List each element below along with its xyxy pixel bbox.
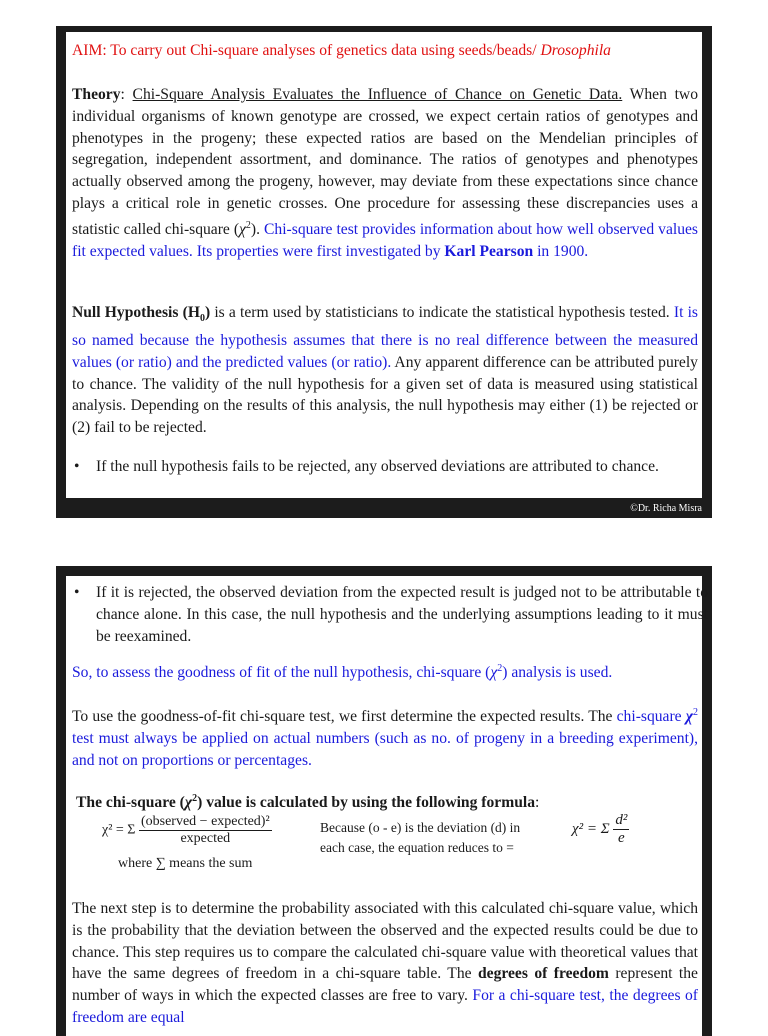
null-close: )	[204, 304, 211, 321]
copyright: ©Dr. Richa Misra	[630, 503, 702, 514]
use-blue-b: test must always be applied on actual numbers (such as no. of progeny in a breeding experiment), and not on proportions or percentages.	[72, 729, 698, 769]
chi-sup: 2	[245, 219, 251, 231]
formula-1-lhs: χ² = Σ	[102, 822, 136, 838]
null-text-blue: It is so named because the hypothesis assumes that there is no real difference between the measured values (or ratio) and the predicted values (or ratio).	[72, 304, 698, 371]
null-text-b: Any apparent difference can be attributed purely to chance. The validity of the null hypothesis for a given set of data is measured using statistical analysis. Depending on the results of this analysis, the null hypothesis may either (1) be rejected or (2) fail to be rejected.	[72, 353, 698, 437]
formula-2-lhs: χ² = Σ	[572, 821, 610, 837]
formula-because: Because (o - e) is the deviation (d) in each case, the equation reduces to =	[320, 820, 521, 855]
chi-symbol: χ	[239, 220, 246, 238]
formula-1	[102, 814, 272, 847]
null-hypothesis-paragraph	[72, 302, 698, 439]
next-text-a: The next step is to determine the probability associated with this calculated chi-square value, which is the probability that the deviation between the observed and the expected results could be due to chance. This step requires us to compare the calculated chi-square value with theoretical values that have the same degrees of freedom in a chi-square table. The	[72, 900, 698, 983]
theory-title: Chi-Square Analysis Evaluates the Influence of Chance on Genetic Data.	[132, 86, 623, 103]
chi-sup: 2	[693, 707, 698, 718]
slide-2	[56, 566, 712, 1036]
goodness-text-a: So, to assess the goodness of fit of the null hypothesis, chi-square (	[72, 664, 491, 682]
goodness-line	[72, 658, 698, 684]
formula-heading	[76, 788, 698, 814]
null-sub: 0	[199, 313, 205, 325]
next-blue: For a chi-square test, the degrees of freedom are equal	[72, 987, 698, 1026]
slide-1	[56, 26, 712, 518]
aim-line	[72, 40, 698, 62]
chi-symbol: χ	[685, 708, 693, 726]
theory-body-end: ).	[250, 220, 261, 238]
aim-text: AIM: To carry out Chi-square analyses of genetics data using seeds/beads/	[72, 42, 541, 59]
chi-symbol: χ	[184, 794, 193, 812]
aim-drosophila: Drosophila	[540, 42, 611, 59]
next-step-paragraph	[72, 898, 698, 1029]
degrees-of-freedom: degrees of freedom	[477, 965, 609, 983]
theory-colon: :	[120, 86, 133, 103]
formula-1-denominator: expected	[180, 831, 231, 846]
formula-where: where ∑ means the sum	[118, 856, 253, 871]
formula-2	[572, 812, 629, 847]
chi-square-info: Chi-square test provides information about how well observed values fit expected values. Its properties were first investigated by	[72, 220, 698, 260]
null-text-a: is a term used by statisticians to indicate the statistical hypothesis tested.	[210, 304, 674, 321]
formula-heading-b: ) value is calculated by using the following formula	[197, 794, 536, 812]
theory-paragraph	[72, 84, 698, 263]
bullet-rejected: • If it is rejected, the observed deviation from the expected result is judged not to be attributable to chance alone. In this case, the null hypothesis and the underlying assumptions leading to it must be reexamined.	[72, 582, 708, 647]
slide-1-panel	[66, 32, 702, 498]
formula-heading-a: The chi-square (	[76, 794, 185, 812]
karl-pearson: Karl Pearson	[444, 242, 534, 260]
chi-sup: 2	[497, 663, 503, 674]
formula-1-fraction	[139, 814, 272, 847]
formula-2-numerator: d²	[615, 812, 628, 828]
formula-2-denominator: e	[618, 830, 625, 846]
use-text-a: To use the goodness-of-fit chi-square test, we first determine the expected results. The	[72, 708, 617, 726]
use-paragraph	[72, 702, 698, 772]
pearson-year: in 1900.	[533, 242, 589, 260]
formula-1-numerator: (observed − expected)²	[140, 814, 270, 829]
bullet-fail-rejected: • If the null hypothesis fails to be rejected, any observed deviations are attributed to chance.	[72, 456, 708, 478]
use-blue-a: chi-square	[616, 708, 686, 726]
formula-2-fraction	[613, 812, 629, 847]
theory-label: Theory	[72, 86, 121, 103]
goodness-text-b: ) analysis is used.	[502, 664, 613, 682]
chi-symbol: χ	[490, 664, 498, 682]
theory-body: When two individual organisms of known genotype are crossed, we expect certain ratios of genotypes and phenotypes in the progeny; these expected ratios are based on the Mendelian principles of segregation, independent assortment, and dominance. The ratios of genotypes and phenotypes actually observed among the progeny, however, may deviate from these expectations since chance plays a critical role in genetic crosses. One procedure for assessing these discrepancies uses a statistic called chi-square (	[72, 86, 698, 238]
next-text-b: represent the number of ways in which the expected classes are free to vary.	[72, 965, 698, 1005]
formula-heading-colon: :	[535, 794, 540, 812]
slide-2-panel	[66, 576, 708, 1036]
null-hypothesis-label: Null Hypothesis (H	[72, 304, 200, 321]
chi-sup: 2	[192, 793, 198, 804]
